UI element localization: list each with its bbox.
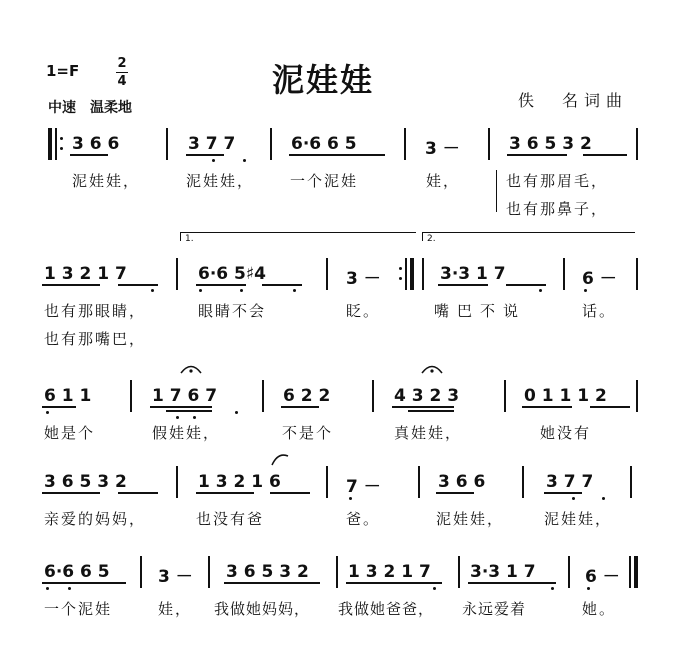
measure: 7 － [346,477,381,497]
volta-second-ending: 2. [422,232,635,241]
measure: 6·6 6 5 [44,562,110,582]
lyric: 也有那眼睛， [44,302,147,320]
measure: 3 6 5 3 2 [44,472,127,492]
lyric: 一个泥娃 [44,600,113,618]
measure: 3 6 6 [72,134,120,154]
lyric: 泥娃娃， [72,172,141,190]
measure: 1 3 2 1 7 [44,264,127,284]
measure: 1 3 2 1 7 [348,562,431,582]
score-row-5 [0,556,680,626]
meter-bottom: 4 [117,74,127,89]
measure: 3 6 5 3 2 [226,562,309,582]
measure: 3 － [425,139,460,159]
lyric: 也没有爸 [196,510,265,528]
lyric: 眨。 [346,302,381,320]
lyric: 也有那嘴巴， [44,330,147,348]
measure: 3 6 5 3 2 [509,134,592,154]
measure: 3·3 1 7 [440,264,506,284]
measure: 1 7 6 7 [152,386,218,406]
lyric: 假娃娃， [152,424,221,442]
measure: 6 － [582,269,617,289]
lyric: 一个泥娃 [290,172,359,190]
slur-icon [270,452,290,466]
volta-first-ending: 1. [180,232,416,241]
lyric: 泥娃娃， [544,510,613,528]
lyric: 话。 [582,302,617,320]
measure: 3·3 1 7 [470,562,536,582]
measure: 3 6 6 [438,472,486,492]
measure: 6·6 5♯4 [198,264,266,284]
lyric: 她是个 [44,424,96,442]
time-signature [116,56,128,89]
key-signature: 1=F [46,62,80,80]
lyric: 娃， [426,172,461,190]
measure: 3 － [346,269,381,289]
meter-top: 2 [117,56,127,71]
lyric: 爸。 [346,510,381,528]
score-row-4 [0,466,680,536]
measure: 6·6 6 5 [291,134,357,154]
lyric: 她。 [582,600,617,618]
lyric: 永远爱着 [462,600,527,618]
lyric: 眼睛不会 [198,302,267,320]
lyric: 泥娃娃， [186,172,255,190]
score-row-1 [0,128,680,218]
lyric: 真娃娃， [394,424,463,442]
lyric: 娃， [158,600,193,618]
lyric: 亲爱的妈妈， [44,510,147,528]
measure: 3 7 7 [546,472,594,492]
measure: 0 1 1 1 2 [524,386,607,406]
author-credit: 佚 名词曲 [518,91,629,110]
song-title: 泥娃娃 [272,61,375,99]
lyric: 我做她爸爸， [338,600,435,618]
lyric: 泥娃娃， [436,510,505,528]
lyric: 嘴巴不说 [434,302,527,320]
lyric: 也有那鼻子， [506,200,609,218]
score-row-3 [0,380,680,450]
fermata-icon [180,362,202,374]
measure: 3 － [158,567,193,587]
lyric: 不是个 [282,424,334,442]
measure: 6 － [585,567,620,587]
lyric: 也有那眉毛， [506,172,609,190]
measure: 4 3 2 3 [394,386,460,406]
tempo-marking: 中速 温柔地 [48,100,132,116]
fermata-icon [421,362,443,374]
measure: 1 3 2 1 6 [198,472,281,492]
measure: 6 2 2 [283,386,331,406]
lyric: 她没有 [540,424,592,442]
lyric: 我做她妈妈， [214,600,311,618]
score-row-2 [0,258,680,348]
measure: 6 1 1 [44,386,92,406]
measure: 3 7 7 [188,134,236,154]
